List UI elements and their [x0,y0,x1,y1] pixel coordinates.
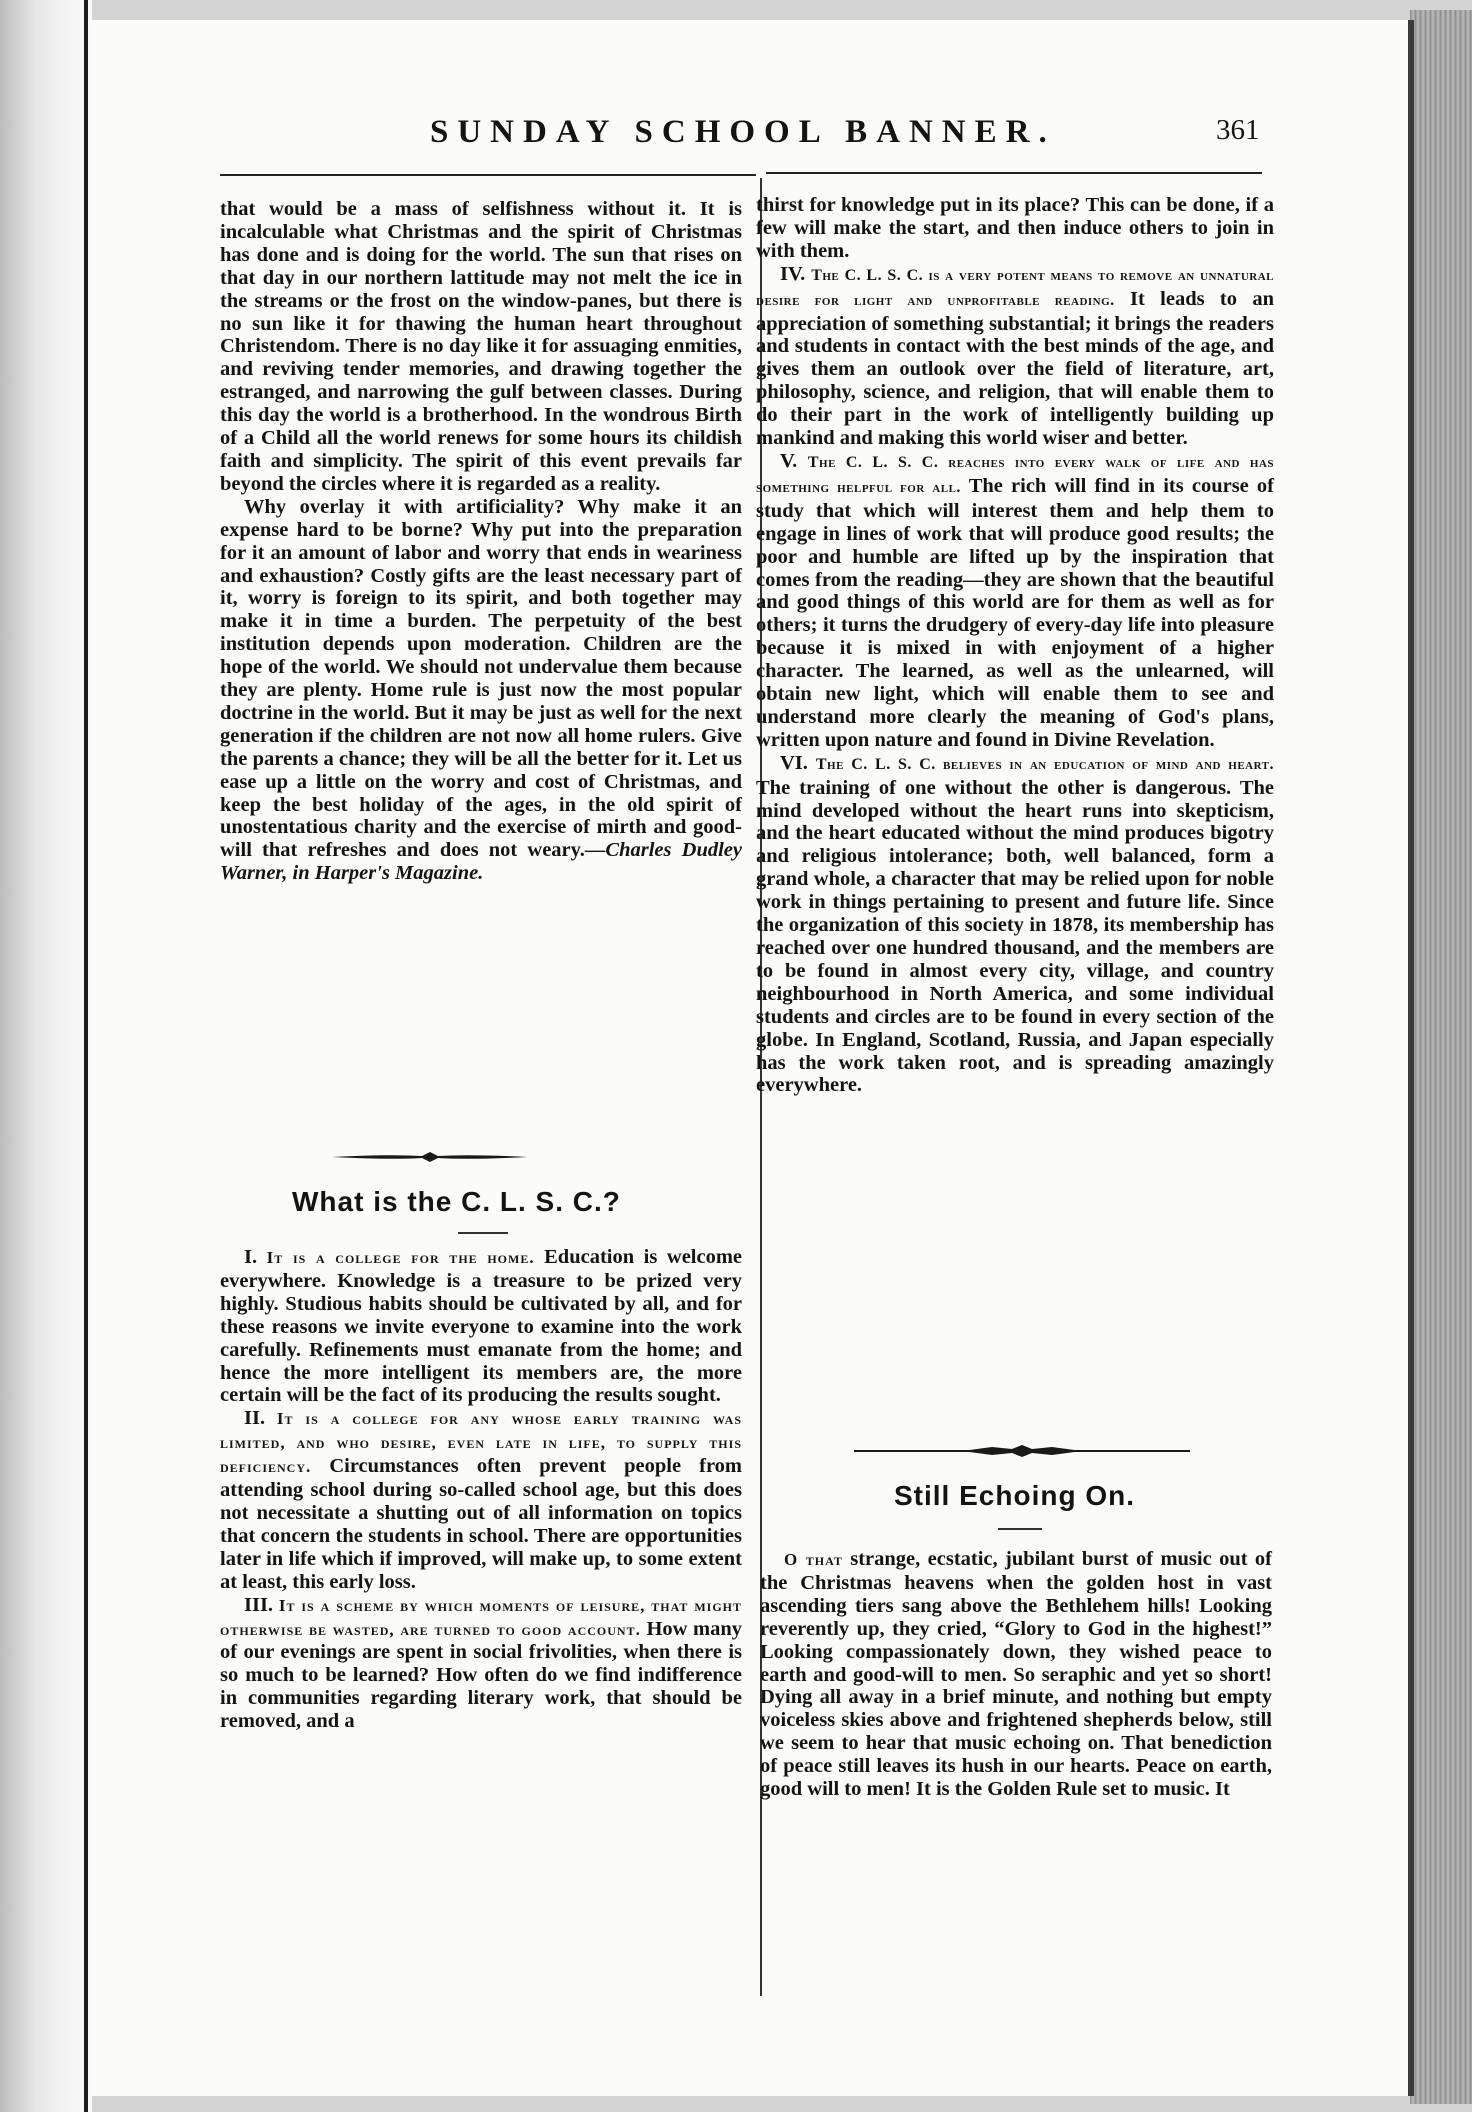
page-shadow [1408,20,1414,2096]
section-v-number: V. [780,449,798,472]
page-stack-edge [1410,10,1472,2104]
section-iv-lead: The C. L. S. C. is a very potent means to remove an unnatural desire for light and unprofitable reading. [756,266,1275,309]
section-v [756,450,1274,752]
section-i [220,1246,742,1407]
section-vi-lead: The C. L. S. C. believes in an education of mind and heart. [815,755,1275,773]
christmas-paragraph-1: that would be a mass of selfishness without it. It is incalculable what Christmas and the spirit of Christmas has done and is doing for the world. The sun that rises on that day in our northern lattitude may not melt the ice in the streams or the frost on the window-panes, but there is no sun like it for thawing the human heart throughout Christendom. There is no day like it for assuaging enmities, and reviving tender memories, and drawing together the estranged, and narrowing the gulf between classes. During this day the world is a brotherhood. In the wondrous Birth of a Child all the world renews for some hours its childish faith and simplicity. The spirit of this event prevails far beyond the circles where it is regarded as a reality. [220,198,742,495]
section-vi-number: VI. [780,751,808,774]
header-rule-right [766,172,1262,174]
section-ii-text: Circumstances often prevent people from attending school during so-called school age, but this does not necessitate a shutting out of all information on topics that concern the students in school. There are opportunities later in life which if improved, will make up, to some extent at least, this early loss. [220,1455,743,1593]
binding-line [84,0,88,2112]
left-page-edge [0,0,92,2112]
section-vi [756,752,1274,1098]
continued-paragraph: thirst for knowledge put in its place? This can be done, if a few will make the start, and then induce others to join in with them. [756,194,1274,262]
section-i-text: Education is welcome everywhere. Knowledge is a treasure to be prized very highly. Studious habits should be cultivated by all, and for these reasons we invite everyone to examine into the work carefully. Refinements must emanate from the home; and hence the more intelligent its members are, the more certain will be the fact of its producing the results sought. [220,1246,743,1407]
left-column [220,198,742,885]
section-v-lead: The C. L. S. C. reaches into every walk of life and has something helpful for all. [756,453,1275,496]
section-iii [220,1594,742,1733]
christmas-paragraph-2 [220,496,742,885]
clsc-heading: What is the C. L. S. C.? [292,1186,621,1217]
section-vi-text: The training of one without the other is dangerous. The mind developed without the heart runs into skepticism, and the heart educated without the mind produces bigotry and religious intolerance; both, well balanced, form a grand whole, a character that may be relied upon for noble work in things pertaining to present and future life. Since the organization of this society in 1878, its membership has reached over one hundred thousand, and the members are to be found in almost every city, village, and country neighbourhood in North America, and some individual students and circles are to be found in every section of the globe. In England, Scotland, Russia, and Japan especially has the work taken root, and is spreading amazingly everywhere. [756,776,1274,1097]
section-iii-text: How many of our evenings are spent in social frivolities, when there is so much to be learned? How often do we find indifference in communities regarding literary work, that should be removed, and a [220,1617,742,1733]
page-number: 361 [1216,114,1260,146]
header-rule-left [220,174,756,176]
section-iii-lead: It is a scheme by which moments of leisure, that might otherwise be wasted, are turned to good account. [220,1595,742,1639]
section-ii-lead: It is a college for any whose early training was limited, and who desire, even late in life, to supply this deficiency. [220,1409,742,1477]
echoing-paragraph [760,1548,1272,1801]
ornament-divider-right [852,1443,1192,1459]
echoing-text: strange, ecstatic, jubilant burst of music out of the Christmas heavens when the golden host in vast ascending tiers sang above the Bethlehem hills! Looking reverently up, they cried, “Glory to God in the highest!” Looking compassionately down, they wished peace to earth and good-will to men. So seraphic and yet so short! Dying all away in a brief minute, and nothing but empty voiceless skies above and frightened shepherds below, still we seem to hear that music echoing on. That benediction of peace still leaves its hush in our hearts. Peace on earth, good will to men! It is the Golden Rule set to music. It [760,1548,1273,1801]
clsc-sections [220,1246,742,1733]
echoing-lead: O that [784,1550,843,1569]
section-iv-text: It leads to an appreciation of something substantial; it brings the readers and students in contact with the best minds of the age, and gives them an outlook over the field of literature, art, philosophy, science, and religion, that will enable them to do their part in the work of intelligently building up mankind and making this world wiser and better. [756,287,1275,450]
section-i-number: I. [244,1246,258,1268]
section-v-text: The rich will find in its course of study that which will interest them and help them to engage in lines of work that will produce good results; the poor and humble are lifted up by the inspiration that comes from the reading—they are shown that the beautiful and good things of this world are for them as well as for others; it turns the drudgery of every-day life into pleasure because it is mixed in with enjoyment of a higher character. The learned, as well as the unlearned, will obtain new light, which will enable them to see and understand more clearly the meaning of God's plans, written upon nature and found in Divine Revelation. [756,474,1274,751]
echoing-heading: Still Echoing On. [894,1480,1135,1511]
section-i-lead: It is a college for the home. [266,1248,535,1267]
section-iv [756,263,1274,450]
echoing-section [760,1548,1272,1801]
section-iii-number: III. [244,1593,274,1616]
attribution: Charles Dudley Warner, in Harper's Magazine. [220,839,742,885]
section-iv-number: IV. [780,262,806,285]
heading-rule-clsc [458,1232,508,1234]
ornament-divider-left [330,1150,530,1164]
section-ii [220,1407,742,1593]
section-ii-number: II. [244,1407,266,1430]
christmas-paragraph-2-text: Why overlay it with artificiality? Why make it an expense hard to be borne? Why put into the preparation for it an amount of labor and worry that ends in weariness and exhaustion? Costly gifts are the least necessary part of it, worry is foreign to its spirit, and both together may make it in time a burden. The perpetuity of the best institution depends upon moderation. Children are the hope of the world. We should not undervalue them because they are plenty. Home rule is just now the most popular doctrine in the world. But it may be just as well for the next generation if the children are not now all home rulers. Give the parents a chance; they will be all the better for it. Let us ease up a little on the worry and cost of Christmas, and keep the best holiday of the ages, in the old spirit of unostentatious charity and the exercise of mirth and good-will that refreshes and does not weary.— [220,495,742,862]
heading-rule-echoing [998,1528,1042,1530]
right-column [756,194,1274,1097]
running-header: SUNDAY SCHOOL BANNER. [430,114,1056,150]
